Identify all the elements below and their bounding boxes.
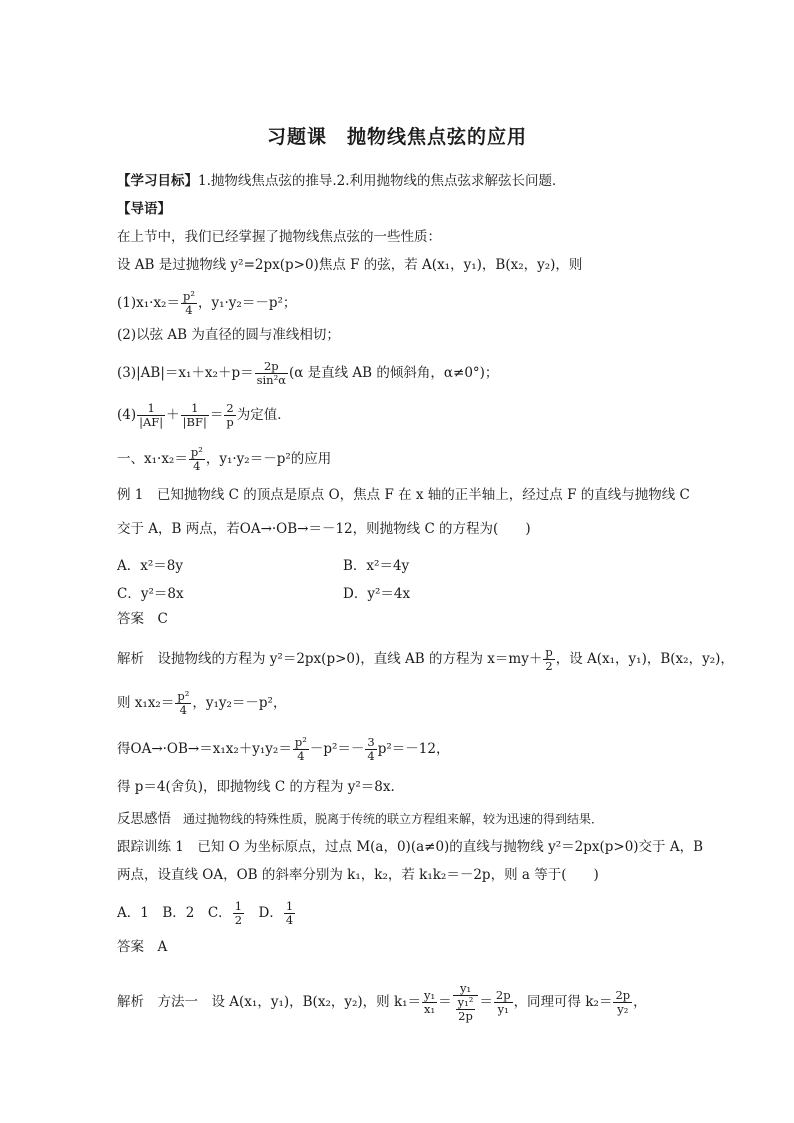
example-1-line-1: 例 1 已知抛物线 C 的顶点是原点 O，焦点 F 在 x 轴的正半轴上，经过点 F 的直线与抛物线 C <box>117 487 690 503</box>
example-1-answer: 答案 C <box>117 611 168 627</box>
fraction-num: 2 <box>224 402 235 416</box>
fraction-den: 2 <box>545 659 553 673</box>
fraction-num: p² <box>190 445 203 459</box>
example-1-analysis-4: 得 p＝4(舍负)，即抛物线 C 的方程为 y²＝8x. <box>117 779 395 795</box>
fraction <box>365 736 376 763</box>
property-4-a: (4) <box>117 407 137 423</box>
analysis-2-a: 则 x₁x₂＝ <box>117 695 175 711</box>
fraction-den: |AF| <box>139 415 164 429</box>
practice-option-d: D． <box>245 905 283 921</box>
fraction-den: 4 <box>193 459 201 473</box>
analysis-1-a: 解析 设抛物线的方程为 y²＝2px(p>0)，直线 AB 的方程为 x＝my＋ <box>117 651 543 667</box>
property-1 <box>117 290 296 317</box>
fraction-num: p² <box>182 289 195 303</box>
fraction-den: 4 <box>297 749 305 763</box>
practice-1-analysis <box>117 982 647 1023</box>
fraction-den: y₂ <box>617 1002 629 1016</box>
fraction-num: y₁ <box>453 982 479 996</box>
fraction-num: y₁ <box>424 988 436 1002</box>
nested-fraction <box>456 996 476 1023</box>
fraction-num: 2p <box>615 988 631 1002</box>
fraction-num: 2p <box>255 360 288 374</box>
analysis-3-a: 得OA→·OB→＝x₁x₂＋y₁y₂＝ <box>117 741 292 757</box>
fraction-den: 4 <box>185 303 193 317</box>
section-1-a: 一、x₁·x₂＝ <box>117 451 188 467</box>
fraction-den: 4 <box>367 749 375 763</box>
reflection-label: 反思感悟 <box>117 811 171 827</box>
practice-analysis-c: ， <box>633 994 647 1010</box>
fraction-den: sin²α <box>256 373 286 387</box>
analysis-2-b: ，y₁y₂＝－p²， <box>192 695 287 711</box>
fraction <box>181 402 209 429</box>
fraction-num: p <box>545 645 553 659</box>
fraction-den: |BF| <box>182 415 207 429</box>
practice-1-answer: 答案 A <box>117 939 168 955</box>
practice-1-line-2: 两点，设直线 OA，OB 的斜率分别为 k₁，k₂，若 k₁k₂＝－2p，则 a 等于( ) <box>117 867 599 883</box>
intro-line-1: 在上节中，我们已经掌握了抛物线焦点弦的一些性质： <box>117 229 441 245</box>
fraction <box>293 736 309 763</box>
option-a: A．x²＝8y <box>117 558 183 574</box>
intro-label: 【导语】 <box>117 201 171 217</box>
practice-options-a: A．1 B．2 C． <box>117 905 232 921</box>
equals-sign: ＝ <box>479 994 493 1010</box>
property-3-b: (α 是直线 AB 的倾斜角，α≠0°)； <box>288 365 499 381</box>
example-1-analysis-2 <box>117 690 286 717</box>
fraction-den: x₁ <box>424 1002 436 1016</box>
fraction-den: 2p <box>458 1009 473 1023</box>
reflection <box>117 810 603 828</box>
option-c: C．y²＝8x <box>117 586 184 602</box>
fraction <box>255 360 288 387</box>
fraction <box>453 982 479 1023</box>
fraction-num: 3 <box>367 735 375 749</box>
fraction-num: p² <box>294 735 307 749</box>
reflection-text: 通过抛物线的特殊性质，脱离于传统的联立方程组来解，较为迅速的得到结果． <box>171 812 604 826</box>
page-title: 习题课 抛物线焦点弦的应用 <box>266 126 527 148</box>
fraction-den <box>453 996 479 1023</box>
fraction-den: 4 <box>285 913 294 927</box>
fraction <box>137 402 165 429</box>
fraction <box>175 690 191 717</box>
fraction-num: 2p <box>495 988 511 1002</box>
equals-sign: ＝ <box>438 994 452 1010</box>
fraction <box>613 989 632 1016</box>
property-1-b: ，y₁·y₂＝－p²； <box>197 295 297 311</box>
property-3 <box>117 360 498 387</box>
fraction-num: 1 <box>181 402 209 416</box>
property-4-b: 为定值． <box>236 407 291 423</box>
section-1-b: ，y₁·y₂＝－p²的应用 <box>205 451 332 467</box>
section-1-heading <box>117 446 331 473</box>
example-1-analysis-3 <box>117 736 449 763</box>
practice-analysis-b: ，同理可得 k₂＝ <box>513 994 613 1010</box>
fraction <box>543 646 554 673</box>
fraction <box>284 900 295 927</box>
property-1-a: (1)x₁·x₂＝ <box>117 295 180 311</box>
fraction-num: 1 <box>137 402 165 416</box>
fraction <box>224 402 235 429</box>
fraction <box>189 446 205 473</box>
fraction-den: 2 <box>234 913 243 927</box>
equals-sign: ＝ <box>209 407 224 423</box>
fraction-num: 1 <box>234 899 243 913</box>
objectives-label: 【学习目标】 <box>117 173 198 189</box>
option-d: D．y²＝4x <box>343 586 411 602</box>
practice-analysis-a: 解析 方法一 设 A(x₁，y₁)，B(x₂，y₂)，则 k₁＝ <box>117 994 422 1010</box>
intro-line-2: 设 AB 是过抛物线 y²=2px(p>0)焦点 F 的弦，若 A(x₁，y₁)，B(x₂，y₂)，则 <box>117 257 583 273</box>
fraction-den: y₁ <box>497 1002 509 1016</box>
analysis-1-b: ，设 A(x₁，y₁)，B(x₂，y₂)， <box>555 651 734 667</box>
fraction-num: p² <box>177 689 190 703</box>
example-1-line-2: 交于 A，B 两点，若OA→·OB→＝－12，则抛物线 C 的方程为( ) <box>117 521 531 537</box>
property-3-a: (3)|AB|＝x₁＋x₂＋p＝ <box>117 365 254 381</box>
learning-objectives <box>117 172 566 190</box>
plus-sign: ＋ <box>166 407 180 423</box>
analysis-3-c: p²＝－12， <box>377 741 450 757</box>
fraction-den: 4 <box>179 703 187 717</box>
example-1-analysis-1 <box>117 646 734 673</box>
property-2: (2)以弦 AB 为直径的圆与准线相切； <box>117 327 340 343</box>
fraction <box>181 290 197 317</box>
fraction-num: y₁² <box>457 995 474 1009</box>
fraction-num: 1 <box>285 899 294 913</box>
fraction <box>494 989 513 1016</box>
fraction <box>422 989 437 1016</box>
fraction-den: p <box>226 415 234 429</box>
practice-1-options <box>117 900 296 927</box>
analysis-3-b: －p²＝－ <box>309 741 365 757</box>
fraction <box>233 900 244 927</box>
property-4 <box>117 402 291 429</box>
objectives-text: 1.抛物线焦点弦的推导.2.利用抛物线的焦点弦求解弦长问题． <box>198 173 566 189</box>
practice-1-line-1: 跟踪训练 1 已知 O 为坐标原点，过点 M(a，0)(a≠0)的直线与抛物线 y²＝2px(p>0)交于 A，B <box>117 839 704 855</box>
option-b: B．x²＝4y <box>343 558 410 574</box>
